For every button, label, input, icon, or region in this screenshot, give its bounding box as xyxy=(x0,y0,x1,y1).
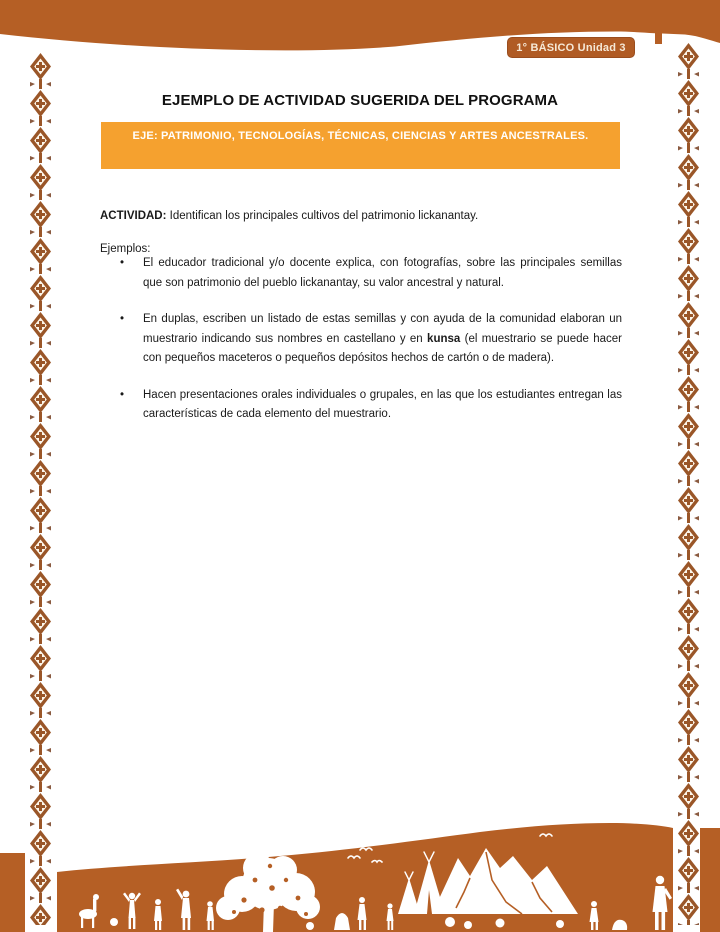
bullet-text: Hacen presentaciones orales individuales o grupales, en las que los estudiantes entregan las características de cada elemento del muestrario. xyxy=(143,388,622,420)
bullet-marker: • xyxy=(120,313,125,325)
bullet-marker: • xyxy=(120,388,125,401)
examples-label: Ejemplos: xyxy=(100,243,151,255)
activity-text: Identifican los principales cultivos del patrimonio lickanantay. xyxy=(166,210,479,222)
bullet-text: (el muestrario se puede hacer con pequeños maceteros o pequeños depósitos hechos de cartón o de madera). xyxy=(143,332,622,364)
bullet-item xyxy=(100,386,622,425)
unit-badge: 1° BÁSICO Unidad 3 xyxy=(507,37,635,58)
footer-illustration xyxy=(0,762,720,932)
bullet-marker: • xyxy=(120,257,125,269)
bullet-item xyxy=(100,310,622,369)
bullet-text: El educador tradicional y/o docente explica, con fotografías, sobre las principales semillas que son patrimonio del pueblo lickanantay, su valor ancestral y natural. xyxy=(143,257,622,289)
page-title: EJEMPLO DE ACTIVIDAD SUGERIDA DEL PROGRAMA xyxy=(161,92,559,109)
footer-left-block xyxy=(0,853,25,932)
eje-banner: EJE: PATRIMONIO, TECNOLOGÍAS, TÉCNICAS, CIENCIAS Y ARTES ANCESTRALES. xyxy=(101,122,620,169)
bullet-item xyxy=(100,254,622,293)
activity-line xyxy=(100,207,620,227)
activity-label: ACTIVIDAD: xyxy=(100,210,167,222)
bullet-list xyxy=(100,254,622,442)
bullet-text-bold: kunsa xyxy=(427,332,461,345)
footer-right-block xyxy=(700,828,720,932)
bullet-text: En duplas, escriben un listado de estas semillas y con ayuda de la comunidad elaboran un muestrario indicando sus nombres en castellano y en xyxy=(143,313,622,345)
